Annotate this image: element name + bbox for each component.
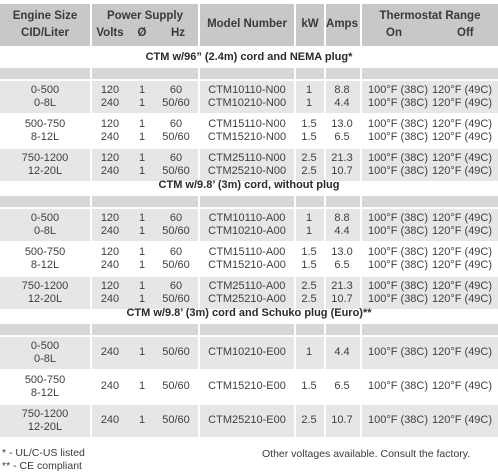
section-title: CTM w/9.8’ (3m) cord, without plug xyxy=(158,179,340,191)
thermostat-on-cell: 100°F (38C) xyxy=(368,259,429,271)
amps-cell: 4.4 xyxy=(334,346,350,358)
kw-cell: 1 xyxy=(305,212,313,224)
phase-cell: 1 xyxy=(138,246,146,258)
amps-cell: 10.7 xyxy=(331,414,353,426)
column-separator xyxy=(90,68,92,181)
phase-cell: 1 xyxy=(138,293,146,305)
thermostat-on-cell: 100°F (38C) xyxy=(368,414,429,426)
thermostat-off-cell: 120°F (49C) xyxy=(432,380,493,392)
kw-cell: 2.5 xyxy=(301,280,317,292)
amps-cell: 6.5 xyxy=(334,131,350,143)
volts-cell: 240 xyxy=(100,414,120,426)
section-title: CTM w/9.8’ (3m) cord and Schuko plug (Euro)** xyxy=(126,307,372,319)
header-cid-liter: CID/Liter xyxy=(21,27,69,39)
volts-cell: 120 xyxy=(100,212,120,224)
column-header-band xyxy=(92,196,198,207)
thermostat-on-cell: 100°F (38C) xyxy=(368,84,429,96)
engine-size-cell: 0-500 xyxy=(30,84,60,96)
engine-size-cell: 12-20L xyxy=(27,165,63,177)
hz-cell: 60 xyxy=(169,152,183,164)
engine-size-cell: 500-750 xyxy=(24,374,66,386)
hz-cell: 50/60 xyxy=(162,131,190,143)
phase-cell: 1 xyxy=(138,118,146,130)
phase-cell: 1 xyxy=(138,225,146,237)
model-number-cell: CTM10110-N00 xyxy=(208,84,286,96)
column-separator xyxy=(90,4,92,46)
hz-cell: 50/60 xyxy=(162,380,190,392)
engine-size-cell: 0-8L xyxy=(33,353,57,365)
volts-cell: 240 xyxy=(100,293,120,305)
thermostat-on-cell: 100°F (38C) xyxy=(368,246,429,258)
phase-cell: 1 xyxy=(138,97,146,109)
column-header-band xyxy=(362,68,498,79)
engine-size-cell: 750-1200 xyxy=(21,280,69,292)
column-separator xyxy=(324,4,326,46)
header-phase: Ø xyxy=(137,27,147,39)
hz-cell: 50/60 xyxy=(162,97,190,109)
volts-cell: 240 xyxy=(100,380,120,392)
model-number-cell: CTM10210-A00 xyxy=(208,225,286,237)
engine-size-cell: 750-1200 xyxy=(21,152,69,164)
engine-size-cell: 0-8L xyxy=(33,225,57,237)
hz-cell: 60 xyxy=(169,212,183,224)
engine-size-cell: 500-750 xyxy=(24,118,66,130)
amps-cell: 8.8 xyxy=(334,84,350,96)
footnote-other-voltages: Other voltages available. Consult the factory. xyxy=(262,448,471,460)
thermostat-off-cell: 120°F (49C) xyxy=(432,131,493,143)
thermostat-on-cell: 100°F (38C) xyxy=(368,212,429,224)
column-header-band xyxy=(326,68,360,79)
volts-cell: 240 xyxy=(100,225,120,237)
header-power-supply: Power Supply xyxy=(106,10,184,22)
column-separator xyxy=(360,324,362,437)
kw-cell: 1.5 xyxy=(301,259,317,271)
footnote-ul-listed: * - UL/C-US listed xyxy=(2,447,85,459)
engine-size-cell: 8-12L xyxy=(30,259,60,271)
hz-cell: 60 xyxy=(169,280,183,292)
column-separator xyxy=(294,4,296,46)
kw-cell: 1 xyxy=(305,84,313,96)
column-separator xyxy=(360,196,362,309)
column-header-band xyxy=(0,196,90,207)
header-amps: Amps xyxy=(326,18,358,30)
column-separator xyxy=(324,324,326,437)
phase-cell: 1 xyxy=(138,346,146,358)
volts-cell: 240 xyxy=(100,259,120,271)
model-number-cell: CTM25210-N00 xyxy=(207,165,287,177)
thermostat-off-cell: 120°F (49C) xyxy=(432,414,493,426)
thermostat-off-cell: 120°F (49C) xyxy=(432,280,493,292)
phase-cell: 1 xyxy=(138,212,146,224)
thermostat-off-cell: 120°F (49C) xyxy=(432,165,493,177)
thermostat-on-cell: 100°F (38C) xyxy=(368,346,429,358)
model-number-cell: CTM10110-A00 xyxy=(208,212,286,224)
model-number-cell: CTM25110-N00 xyxy=(208,152,286,164)
column-separator xyxy=(198,4,200,46)
column-header-band xyxy=(92,324,198,335)
header-on: On xyxy=(386,27,402,39)
column-header-band xyxy=(296,324,324,335)
header-off: Off xyxy=(457,27,474,39)
phase-cell: 1 xyxy=(138,84,146,96)
column-header-band xyxy=(326,196,360,207)
thermostat-off-cell: 120°F (49C) xyxy=(432,246,493,258)
thermostat-off-cell: 120°F (49C) xyxy=(432,212,493,224)
hz-cell: 60 xyxy=(169,246,183,258)
engine-size-cell: 8-12L xyxy=(30,131,60,143)
column-header-band xyxy=(200,324,294,335)
column-separator xyxy=(294,196,296,309)
kw-cell: 1 xyxy=(305,225,313,237)
kw-cell: 2.5 xyxy=(301,414,317,426)
engine-size-cell: 0-500 xyxy=(30,212,60,224)
model-number-cell: CTM15110-A00 xyxy=(208,246,286,258)
footnote-ce-compliant: ** - CE compliant xyxy=(2,460,82,472)
amps-cell: 13.0 xyxy=(331,246,353,258)
phase-cell: 1 xyxy=(138,280,146,292)
column-separator xyxy=(324,196,326,309)
thermostat-off-cell: 120°F (49C) xyxy=(432,84,493,96)
volts-cell: 240 xyxy=(100,131,120,143)
column-separator xyxy=(360,68,362,181)
header-engine-size: Engine Size xyxy=(12,10,78,22)
thermostat-on-cell: 100°F (38C) xyxy=(368,97,429,109)
thermostat-on-cell: 100°F (38C) xyxy=(368,165,429,177)
thermostat-on-cell: 100°F (38C) xyxy=(368,293,429,305)
kw-cell: 1.5 xyxy=(301,118,317,130)
kw-cell: 1.5 xyxy=(301,246,317,258)
thermostat-on-cell: 100°F (38C) xyxy=(368,131,429,143)
phase-cell: 1 xyxy=(138,380,146,392)
engine-size-cell: 0-500 xyxy=(30,340,60,352)
engine-size-cell: 0-8L xyxy=(33,97,57,109)
amps-cell: 10.7 xyxy=(331,165,353,177)
column-separator xyxy=(294,324,296,437)
hz-cell: 60 xyxy=(169,84,183,96)
volts-cell: 120 xyxy=(100,118,120,130)
column-header-band xyxy=(0,68,90,79)
model-number-cell: CTM15210-N00 xyxy=(207,131,287,143)
model-number-cell: CTM15210-A00 xyxy=(208,259,286,271)
hz-cell: 50/60 xyxy=(162,259,190,271)
model-number-cell: CTM25210-A00 xyxy=(208,293,286,305)
volts-cell: 120 xyxy=(100,246,120,258)
volts-cell: 240 xyxy=(100,165,120,177)
volts-cell: 120 xyxy=(100,152,120,164)
header-volts: Volts xyxy=(96,27,124,39)
column-separator xyxy=(198,324,200,437)
kw-cell: 2.5 xyxy=(301,165,317,177)
column-separator xyxy=(360,4,362,46)
model-number-cell: CTM10210-N00 xyxy=(207,97,287,109)
engine-size-cell: 12-20L xyxy=(27,421,63,433)
kw-cell: 1.5 xyxy=(301,380,317,392)
kw-cell: 2.5 xyxy=(301,293,317,305)
thermostat-off-cell: 120°F (49C) xyxy=(432,118,493,130)
amps-cell: 8.8 xyxy=(334,212,350,224)
model-number-cell: CTM15210-E00 xyxy=(208,380,286,392)
column-header-band xyxy=(0,324,90,335)
kw-cell: 2.5 xyxy=(301,152,317,164)
header-thermostat-range: Thermostat Range xyxy=(379,10,481,22)
section-title: CTM w/96” (2.4m) cord and NEMA plug* xyxy=(145,51,353,63)
amps-cell: 21.3 xyxy=(331,152,353,164)
column-header-band xyxy=(200,68,294,79)
thermostat-off-cell: 120°F (49C) xyxy=(432,225,493,237)
thermostat-off-cell: 120°F (49C) xyxy=(432,293,493,305)
amps-cell: 21.3 xyxy=(331,280,353,292)
hz-cell: 50/60 xyxy=(162,293,190,305)
column-header-band xyxy=(362,196,498,207)
hz-cell: 50/60 xyxy=(162,225,190,237)
model-number-cell: CTM25210-E00 xyxy=(208,414,286,426)
volts-cell: 120 xyxy=(100,280,120,292)
hz-cell: 50/60 xyxy=(162,414,190,426)
volts-cell: 240 xyxy=(100,346,120,358)
model-number-cell: CTM10210-E00 xyxy=(208,346,286,358)
thermostat-off-cell: 120°F (49C) xyxy=(432,97,493,109)
hz-cell: 60 xyxy=(169,118,183,130)
column-separator xyxy=(294,68,296,181)
hz-cell: 50/60 xyxy=(162,165,190,177)
column-separator xyxy=(90,196,92,309)
column-header-band xyxy=(92,68,198,79)
amps-cell: 13.0 xyxy=(331,118,353,130)
header-hz: Hz xyxy=(170,27,186,39)
thermostat-off-cell: 120°F (49C) xyxy=(432,152,493,164)
column-separator xyxy=(324,68,326,181)
column-header-band xyxy=(326,324,360,335)
column-header-band xyxy=(296,68,324,79)
engine-size-cell: 8-12L xyxy=(30,387,60,399)
thermostat-off-cell: 120°F (49C) xyxy=(432,346,493,358)
column-header-band xyxy=(362,324,498,335)
amps-cell: 4.4 xyxy=(334,225,350,237)
phase-cell: 1 xyxy=(138,259,146,271)
thermostat-on-cell: 100°F (38C) xyxy=(368,380,429,392)
header-kw: kW xyxy=(301,18,319,30)
amps-cell: 6.5 xyxy=(334,259,350,271)
phase-cell: 1 xyxy=(138,152,146,164)
kw-cell: 1 xyxy=(305,346,313,358)
column-header-band xyxy=(200,196,294,207)
thermostat-on-cell: 100°F (38C) xyxy=(368,118,429,130)
thermostat-on-cell: 100°F (38C) xyxy=(368,280,429,292)
column-separator xyxy=(90,324,92,437)
engine-size-cell: 500-750 xyxy=(24,246,66,258)
thermostat-on-cell: 100°F (38C) xyxy=(368,152,429,164)
model-number-cell: CTM25110-A00 xyxy=(208,280,286,292)
engine-size-cell: 750-1200 xyxy=(21,408,69,420)
phase-cell: 1 xyxy=(138,131,146,143)
column-header-band xyxy=(296,196,324,207)
engine-size-cell: 12-20L xyxy=(27,293,63,305)
thermostat-off-cell: 120°F (49C) xyxy=(432,259,493,271)
volts-cell: 240 xyxy=(100,97,120,109)
amps-cell: 6.5 xyxy=(334,380,350,392)
kw-cell: 1.5 xyxy=(301,131,317,143)
column-separator xyxy=(198,196,200,309)
volts-cell: 120 xyxy=(100,84,120,96)
kw-cell: 1 xyxy=(305,97,313,109)
header-model-number: Model Number xyxy=(207,18,287,30)
column-separator xyxy=(198,68,200,181)
hz-cell: 50/60 xyxy=(162,346,190,358)
amps-cell: 4.4 xyxy=(334,97,350,109)
amps-cell: 10.7 xyxy=(331,293,353,305)
phase-cell: 1 xyxy=(138,165,146,177)
thermostat-on-cell: 100°F (38C) xyxy=(368,225,429,237)
model-number-cell: CTM15110-N00 xyxy=(208,118,286,130)
phase-cell: 1 xyxy=(138,414,146,426)
